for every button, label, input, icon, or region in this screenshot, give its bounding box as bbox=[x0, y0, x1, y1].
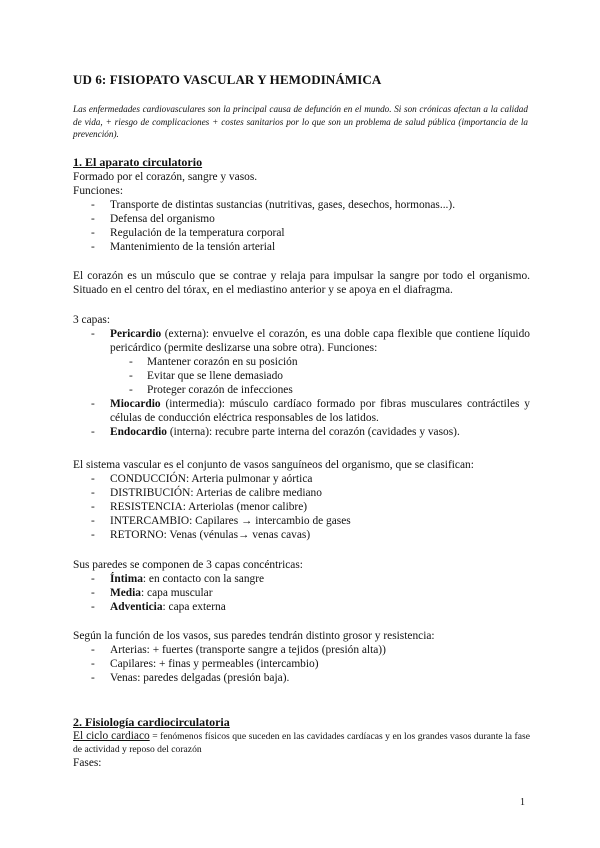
capas-label: 3 capas: bbox=[73, 314, 111, 326]
intima-desc: : en contacto con la sangre bbox=[142, 573, 265, 585]
funciones-list bbox=[73, 198, 530, 254]
s1-line1: Formado por el corazón, sangre y vasos. bbox=[73, 171, 258, 183]
media-desc: : capa muscular bbox=[141, 587, 213, 599]
list-item: - Transporte de distintas sustancias (nutritivas, gases, desechos, hormonas...). bbox=[73, 198, 530, 212]
list-item-endocardio bbox=[73, 425, 530, 439]
intima-term: Íntima bbox=[110, 573, 143, 585]
endocardio-term: Endocardio bbox=[110, 426, 167, 438]
list-item: - INTERCAMBIO: Capilares → intercambio de gases bbox=[73, 514, 530, 528]
pericardio-desc: (externa): envuelve el corazón, es una doble capa flexible que contiene líquido pericárdico (permite deslizarse una sobre otra). Funciones: bbox=[110, 328, 530, 354]
vascular-paragraph: El sistema vascular es el conjunto de vasos sanguíneos del organismo, que se clasifican: bbox=[73, 459, 474, 471]
capas-block bbox=[73, 313, 530, 439]
miocardio-desc: (intermedia): músculo cardíaco formado por fibras musculares contráctiles y células de conducción eléctrica responsables de los latidos. bbox=[110, 398, 530, 424]
list-item: - Proteger corazón de infecciones bbox=[73, 383, 530, 397]
miocardio-term: Miocardio bbox=[110, 398, 161, 410]
ciclo-desc: = fenómenos físicos que suceden en las cavidades cardíacas y en los grandes vasos durante la fase de actividad y reposo del corazón bbox=[73, 731, 530, 755]
list-item-adventicia bbox=[73, 600, 530, 614]
list-item-media bbox=[73, 586, 530, 600]
list-item-intima bbox=[73, 572, 530, 586]
list-item: - Defensa del organismo bbox=[73, 212, 530, 226]
adventicia-desc: : capa externa bbox=[162, 601, 226, 613]
endocardio-desc: (interna): recubre parte interna del corazón (cavidades y vasos). bbox=[166, 426, 460, 438]
funcion-paragraph: Según la función de los vasos, sus paredes tendrán distinto grosor y resistencia: bbox=[73, 630, 435, 642]
list-item: - RETORNO: Venas (vénulas→ venas cavas) bbox=[73, 528, 530, 542]
list-item: - Regulación de la temperatura corporal bbox=[73, 226, 530, 240]
list-item: - Mantenimiento de la tensión arterial bbox=[73, 240, 530, 254]
paredes-paragraph: Sus paredes se componen de 3 capas concéntricas: bbox=[73, 559, 303, 571]
list-item: - CONDUCCIÓN: Arteria pulmonar y aórtica bbox=[73, 472, 530, 486]
funcion-block bbox=[73, 629, 530, 685]
corazon-paragraph: El corazón es un músculo que se contrae y relaja para impulsar la sangre por todo el organismo. Situado en el centro del tórax, en el mediastino anterior y se apoya en el diafragma. bbox=[73, 270, 530, 296]
section-1-heading: 1. El aparato circulatorio bbox=[73, 155, 203, 169]
list-item-miocardio bbox=[73, 397, 530, 425]
page-number: 1 bbox=[520, 797, 525, 808]
fases-label: Fases: bbox=[73, 757, 102, 769]
document-title: UD 6: FISIOPATO VASCULAR Y HEMODINÁMICA bbox=[73, 72, 382, 87]
vascular-block bbox=[73, 458, 530, 542]
intro-paragraph: Las enfermedades cardiovasculares son la principal causa de defunción en el mundo. Si son crónicas afectan a la calidad de vida, + riesgo de complicaciones + costes sanitarios por lo que son un problema de salud pública (importancia de la prevención). bbox=[73, 104, 528, 139]
list-item: - Capilares: + finas y permeables (intercambio) bbox=[73, 657, 530, 671]
funciones-label: Funciones: bbox=[73, 185, 123, 197]
list-item: - Evitar que se llene demasiado bbox=[73, 369, 530, 383]
capas-list-cont bbox=[73, 397, 530, 439]
section-2-heading: 2. Fisiología cardiocirculatoria bbox=[73, 715, 230, 729]
list-item: - Mantener corazón en su posición bbox=[73, 355, 530, 369]
list-item: - Venas: paredes delgadas (presión baja). bbox=[73, 671, 530, 685]
adventicia-term: Adventicia bbox=[110, 601, 163, 613]
media-term: Media bbox=[110, 587, 142, 599]
paredes-list bbox=[73, 572, 530, 614]
grosor-list bbox=[73, 643, 530, 685]
list-item-pericardio bbox=[73, 327, 530, 355]
section-1 bbox=[73, 155, 530, 254]
list-item: - DISTRIBUCIÓN: Arterias de calibre mediano bbox=[73, 486, 530, 500]
list-item: - Arterias: + fuertes (transporte sangre a tejidos (presión alta)) bbox=[73, 643, 530, 657]
pericardio-term: Pericardio bbox=[110, 328, 162, 340]
vasos-list bbox=[73, 472, 530, 542]
section-2 bbox=[73, 715, 530, 770]
capas-list bbox=[73, 327, 530, 355]
pericardio-funcs-list bbox=[73, 355, 530, 397]
paredes-block bbox=[73, 558, 530, 614]
ciclo-term: El ciclo cardiaco bbox=[73, 730, 150, 742]
list-item: - RESISTENCIA: Arteriolas (menor calibre) bbox=[73, 500, 530, 514]
ciclo-paragraph bbox=[73, 730, 530, 756]
